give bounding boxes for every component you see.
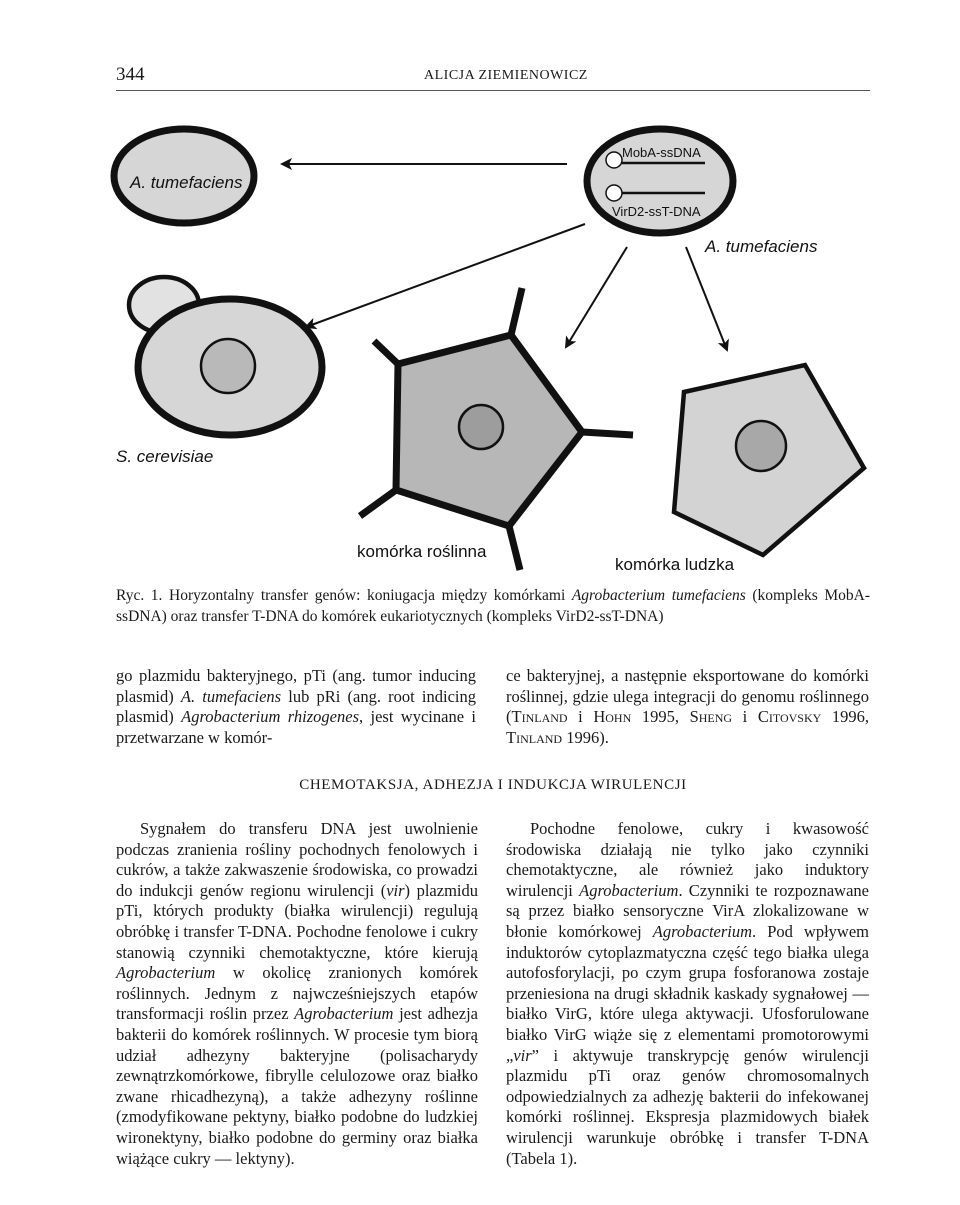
text-span: 1995, <box>631 707 690 727</box>
text-span: . Pod wpływem induktorów cytoplazmatyczna część tego białka ulega autofosforylacji, po czym grupa fosforanowa zostaje przeniesiona na drugi składnik kaskady sygnałowej — białko VirG, które ulega aktywacji. Ufosforulowane białko VirG wiąże się z elementami promotorowymi „ <box>506 921 869 1065</box>
label-plant-cell: komórka roślinna <box>357 542 487 561</box>
italic-span: vir <box>513 1045 532 1065</box>
figure-caption <box>116 585 870 627</box>
lower-right-column <box>506 819 869 1169</box>
text-span: i <box>732 707 758 727</box>
section-heading: CHEMOTAKSJA, ADHEZJA I INDUKCJA WIRULENCJI <box>299 777 687 793</box>
label-moba-ssdna: MobA-ssDNA <box>622 145 701 160</box>
text-span: Sygnałem do transferu DNA jest uwolnienie podczas zranienia rośliny pochodnych fenolowych i cukrów, a także zakwaszenie środowiska, co prowadzi do indukcji genów regionu wirulencji ( <box>116 819 478 900</box>
label-human-cell: komórka ludzka <box>615 555 735 574</box>
human-cell-nucleus <box>736 421 786 471</box>
caption-species: Agrobacterium tumefaciens <box>571 587 746 604</box>
caption-prefix: Ryc. 1. Horyzontalny transfer genów: koniugacja między komórkami <box>116 587 572 604</box>
vird2-protein-icon <box>606 185 622 201</box>
text-span: 1996, <box>821 707 870 727</box>
label-vird2-sst-dna: VirD2-ssT-DNA <box>612 204 701 219</box>
running-head: ALICJA ZIEMIENOWICZ <box>424 68 588 83</box>
plant-cell-wall-spike <box>374 341 398 364</box>
text-span: ” i aktywuje transkrypcję genów wirulencji plazmidu pTi oraz genów chromosomalnych odpowiedzialnych za adhezję bakterii do infekowanej komórki roślinnej. Ekspresja plazmidowych białek wirulencji warunkuje obróbkę i transfer T-DNA (Tabela 1). <box>506 1045 869 1168</box>
caption-suffix: (kompleks MobA-ssDNA) oraz transfer T-DNA do komórek eukariotycznych (kompleks VirD2-ssT-DNA) <box>116 587 871 625</box>
text-span: jest adhezja bakterii do komórek roślinnych. W procesie tym biorą udział adhezyny bakteryjne (polisacharydy zewnątrzkomórkowe, fibrylle celulozowe oraz białko zwane rhicadhezyną), a także adhezyny roślinne (zmodyfikowane pektyny, białko podobne do ludzkiej wironektyny, białko podobne do germiny oraz białka wiążące cukry — lektyny). <box>116 1004 479 1168</box>
reference-author: Tinland <box>506 727 563 747</box>
text-span: go plazmidu bakteryjnego, pTi (ang. tumor inducing plasmid) <box>116 666 476 706</box>
upper-right-column <box>506 666 869 748</box>
reference-author: Hohn <box>593 707 632 727</box>
plant-cell-wall-spike <box>511 288 522 335</box>
italic-span: Agrobacterium <box>294 1004 394 1024</box>
label-s-cerevisiae: S. cerevisiae <box>116 447 214 466</box>
italic-span: Agrobacterium <box>652 921 753 941</box>
plant-cell-wall-spike <box>509 526 520 570</box>
plant-cell-wall-spike <box>360 490 396 516</box>
text-span: ce bakteryjnej, a następnie eksportowane do komórki roślinnej, gdzie ulega integracji do genomu roślinnego ( <box>506 666 869 727</box>
italic-span: A. tumefaciens <box>180 686 282 706</box>
reference-author: Citovsky <box>757 707 822 727</box>
moba-protein-icon <box>606 152 622 168</box>
reference-author: Sheng <box>689 707 733 727</box>
plant-cell-wall-spike <box>582 432 633 435</box>
lower-left-column <box>116 819 478 1169</box>
text-span: . Czynniki te rozpoznawane są przez białko sensoryczne VirA zlokalizowane w błonie komórkowej <box>506 880 869 941</box>
arrow-to-plant-cell <box>566 247 627 347</box>
italic-span: Agrobacterium <box>116 963 216 983</box>
arrow-to-human-cell <box>686 247 727 350</box>
arrow-to-yeast <box>306 224 585 327</box>
text-span: lub pRi (ang. root indicing plasmid) <box>116 686 476 727</box>
reference-author: Tinland <box>511 707 568 727</box>
italic-span: Agrobacterium <box>579 880 679 900</box>
label-a-tumefaciens-right: A. tumefaciens <box>705 237 818 256</box>
text-span: 1996). <box>562 727 609 747</box>
text-span: , jest wycinane i przetwarzane w komór- <box>116 707 476 747</box>
italic-span: Agrobacterium rhizogenes <box>181 707 359 727</box>
text-span: ) plazmidu pTi, których produkty (białka wirulencji) regulują obróbkę i transfer T-DNA. Pochodne fenolowe i cukry stanowią czynniki chemotaktyczne, które kierują <box>116 880 478 962</box>
text-span: Pochodne fenolowe, cukry i kwasowość środowiska działają nie tylko jako czynniki chemotaktyczne, ale również jako induktory wirulencji <box>506 819 869 900</box>
upper-left-column <box>116 666 476 748</box>
plant-cell-nucleus <box>459 405 503 449</box>
page-number: 344 <box>116 64 145 85</box>
text-span: w okolicę zranionych komórek roślinnych. Jednym z najwcześniejszych etapów transformacji roślin przez <box>116 963 478 1024</box>
text-span: i <box>567 707 594 727</box>
label-a-tumefaciens-left: A. tumefaciens <box>130 173 243 192</box>
italic-span: vir <box>386 880 405 900</box>
yeast-nucleus <box>201 339 255 393</box>
figure <box>0 0 960 580</box>
